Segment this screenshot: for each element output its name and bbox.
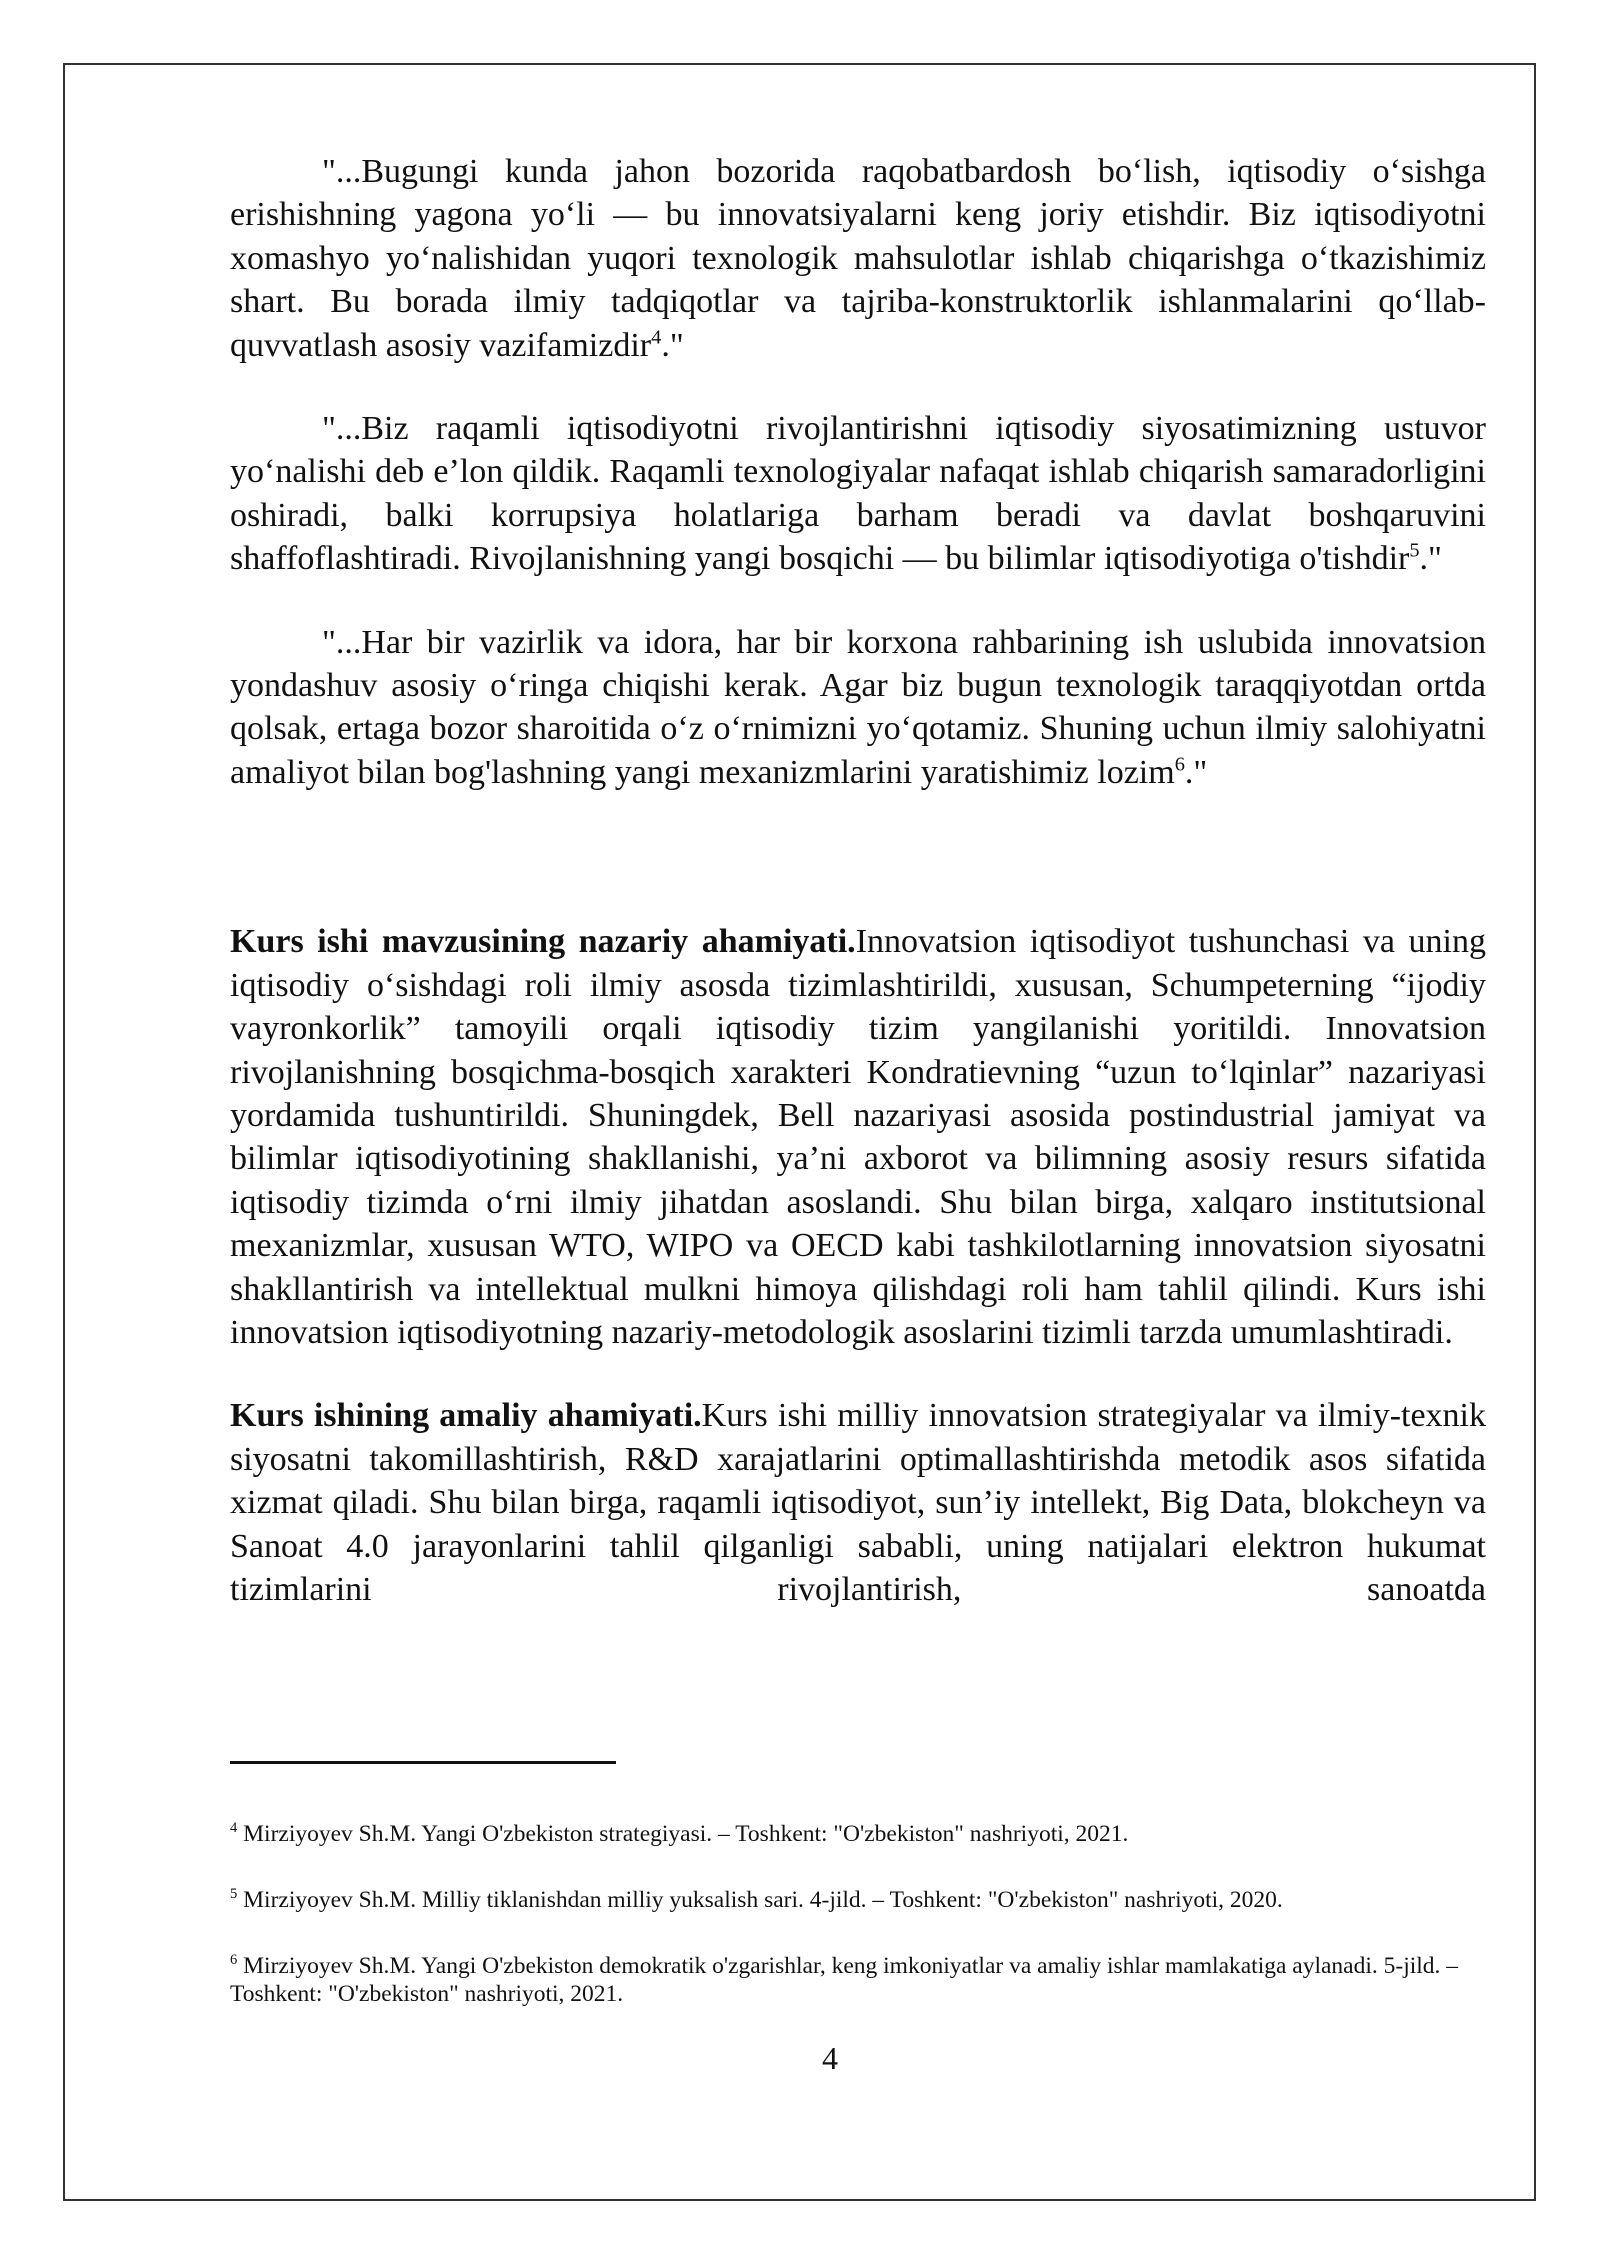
- footnote-separator: [230, 1761, 616, 1764]
- footnote-text: Mirziyoyev Sh.M. Yangi O'zbekiston demokratik o'zgarishlar, keng imkoniyatlar va amaliy ishlar mamlakatiga aylanadi. 5-jild. – Toshkent: "O'zbekiston" nashriyoti, 2021.: [230, 1953, 1459, 2007]
- document-body: [230, 150, 1486, 1611]
- footnote-reference[interactable]: 6: [1174, 753, 1185, 776]
- footnote: [230, 1820, 1486, 1848]
- quote-paragraph: [230, 407, 1486, 581]
- section-body: Kurs ishi milliy innovatsion strategiyalar va ilmiy-texnik siyosatni takomillashtirish, R&D xarajatlarini optimallashtirishda metodik asos sifatida xizmat qiladi. Shu bilan birga, raqamli iqtisodiyot, sun’iy intellekt, Big Data, blokcheyn va Sanoat 4.0 jarayonlarini tahlil qilganligi sababli, uning natijalari elektron hukumat tizimlarini rivojlantirish, sanoatda: [230, 1397, 1486, 1608]
- footnote-text: Mirziyoyev Sh.M. Milliy tiklanishdan milliy yuksalish sari. 4-jild. – Toshkent: "O'zbekiston" nashriyoti, 2020.: [237, 1887, 1283, 1913]
- theoretical-significance-paragraph: [230, 920, 1486, 1354]
- section-heading: Kurs ishi mavzusining nazariy ahamiyati.: [230, 923, 856, 961]
- quote-text: "...Bugungi kunda jahon bozorida raqobatbardosh bo‘lish, iqtisodiy o‘sishga erishishning yagona yo‘li — bu innovatsiyalarni keng joriy etishdir. Biz iqtisodiyotni xomashyo yo‘nalishidan yuqori texnologik mahsulotlar ishlab chiqarishga o‘tkazishimiz shart. Bu borada ilmiy tadqiqotlar va tajriba-konstruktorlik ishlanmalarini qo‘llab-quvvatlash asosiy vazifamizdir: [230, 153, 1486, 364]
- quote-paragraph: [230, 150, 1486, 367]
- page-number: 4: [822, 2040, 838, 2076]
- footnote-reference[interactable]: 4: [651, 326, 662, 349]
- footnote-number: 5: [230, 1886, 238, 1903]
- quote-close: .": [661, 326, 684, 364]
- quote-close: .": [1184, 753, 1208, 791]
- practical-significance-paragraph: [230, 1394, 1486, 1611]
- footnote-text: Mirziyoyev Sh.M. Yangi O'zbekiston strategiyasi. – Toshkent: "O'zbekiston" nashriyoti, 2021.: [237, 1821, 1129, 1847]
- quote-paragraph: [230, 621, 1486, 795]
- quote-close: .": [1419, 540, 1442, 578]
- footnote-number: 6: [230, 1952, 238, 1969]
- footnote-reference[interactable]: 5: [1409, 539, 1420, 562]
- footnote: [230, 1952, 1486, 2008]
- quote-text: "...Biz raqamli iqtisodiyotni rivojlantirishni iqtisodiy siyosatimizning ustuvor yo‘nalishi deb e’lon qildik. Raqamli texnologiyalar nafaqat ishlab chiqarish samaradorligini oshiradi, balki korrupsiya holatlariga barham beradi va davlat boshqaruvini shaffoflashtiradi. Rivojlanishning yangi bosqichi — bu bilimlar iqtisodiyotiga o'tishdir: [230, 410, 1486, 578]
- footnote-number: 4: [230, 1820, 238, 1837]
- footnotes: [230, 1820, 1486, 2008]
- quote-text: "...Har bir vazirlik va idora, har bir korxona rahbarining ish uslubida innovatsion yondashuv asosiy o‘ringa chiqishi kerak. Agar biz bugun texnologik taraqqiyotdan ortda qolsak, ertaga bozor sharoitida o‘z o‘rnimizni yo‘qotamiz. Shuning uchun ilmiy salohiyatni amaliyot bilan bog'lashning yangi mexanizmlarini yaratishimiz lozim: [230, 623, 1486, 791]
- section-body: Innovatsion iqtisodiyot tushunchasi va uning iqtisodiy o‘sishdagi roli ilmiy asosda tizimlashtirildi, xususan, Schumpeterning “ijodiy vayronkorlik” tamoyili orqali iqtisodiy tizim yangilanishi yoritildi. Innovatsion rivojlanishning bosqichma-bosqich xarakteri Kondratievning “uzun to‘lqinlar” nazariyasi yordamida tushuntirildi. Shuningdek, Bell nazariyasi asosida postindustrial jamiyat va bilimlar iqtisodiyotining shakllanishi, ya’ni axborot va bilimning asosiy resurs sifatida iqtisodiy tizimda o‘rni ilmiy jihatdan asoslandi. Shu bilan birga, xalqaro institutsional mexanizmlar, xususan WTO, WIPO va OECD kabi tashkilotlarning innovatsion siyosatni shakllantirish va intellektual mulkni himoya qilishdagi roli ham tahlil qilindi. Kurs ishi innovatsion iqtisodiyotning nazariy-metodologik asoslarini tizimli tarzda umumlashtiradi.: [230, 923, 1486, 1351]
- footnote: [230, 1886, 1486, 1914]
- section-heading: Kurs ishining amaliy ahamiyati.: [230, 1397, 702, 1435]
